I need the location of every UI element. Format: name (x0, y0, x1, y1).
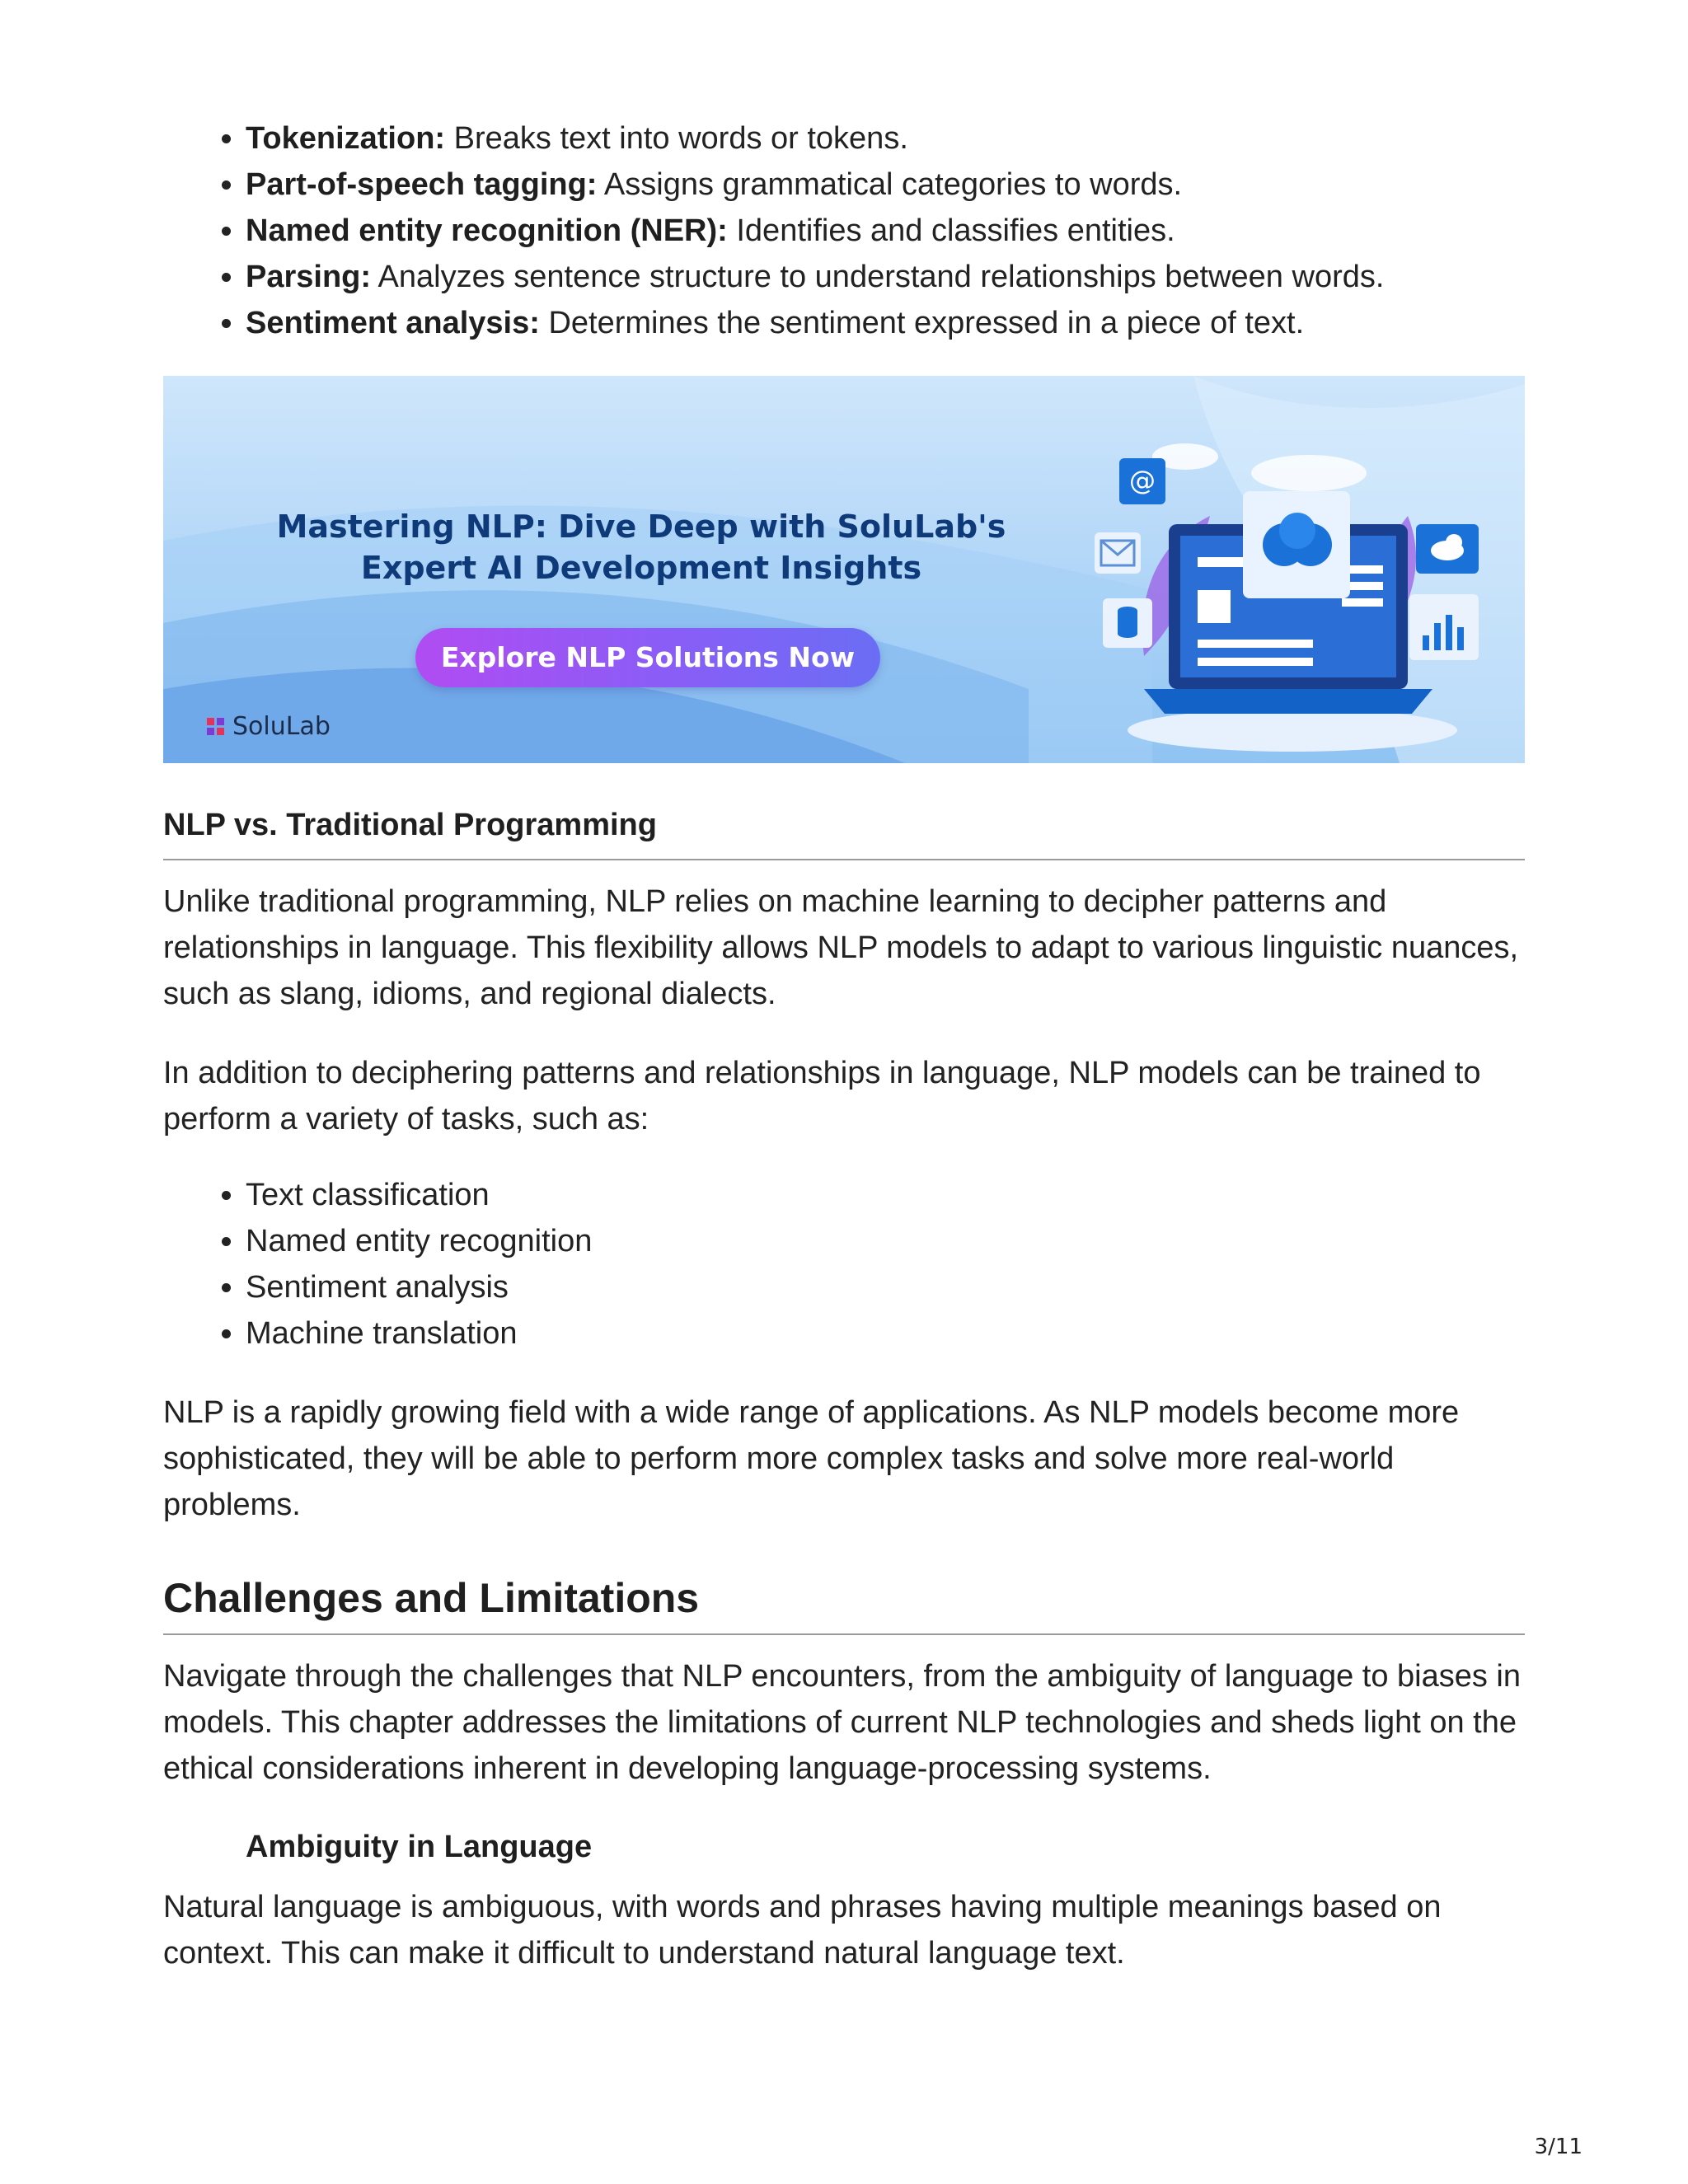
bullet-term: Sentiment analysis: (246, 306, 540, 340)
list-item (246, 300, 1525, 346)
list-item: • Machine translation (246, 1310, 1525, 1357)
list-item (246, 254, 1525, 300)
laptop-ai-illustration-icon (1086, 442, 1498, 755)
challenges-paragraph: Navigate through the challenges that NLP encounters, from the ambiguity of language to biases in models. This chapter addresses the limitations of current NLP technologies and sheds light on the ethical considerations inherent in developing language-processing systems. (163, 1659, 1522, 1786)
document-page (163, 115, 1525, 1976)
ambiguity-paragraph: Natural language is ambiguous, with words and phrases having multiple meanings based on context. This can make it difficult to understand natural language text. (163, 1890, 1442, 1971)
nlp-techniques-list (163, 115, 1525, 346)
solulab-logo (206, 712, 331, 741)
nlp-tasks-list (163, 1172, 1525, 1357)
solulab-logo-icon (206, 717, 226, 737)
list-item: • Named entity recognition (246, 1218, 1525, 1264)
bullet-text: Assigns grammatical categories to words. (597, 167, 1183, 202)
bullet-term: Parsing: (246, 260, 372, 294)
nlp-vs-paragraph-2: In addition to deciphering patterns and relationships in language, NLP models can be trained to perform a variety of tasks, such as: (163, 1056, 1481, 1137)
bullet-term: Part-of-speech tagging: (246, 167, 598, 202)
svg-text:@: @ (1129, 465, 1156, 496)
bullet-text: Determines the sentiment expressed in a piece of text. (539, 306, 1305, 340)
banner-title: Mastering NLP: Dive Deep with SoluLab's Expert AI Development Insights (276, 509, 1006, 586)
explore-nlp-button[interactable]: Explore NLP Solutions Now (415, 628, 880, 687)
promo-banner[interactable] (163, 376, 1525, 763)
list-item (246, 115, 1525, 162)
nlp-vs-traditional-heading: NLP vs. Traditional Programming (163, 806, 1525, 860)
bullet-term: Named entity recognition (NER): (246, 213, 728, 248)
list-item: • Sentiment analysis (246, 1264, 1525, 1310)
bullet-text: Identifies and classifies entities. (727, 213, 1175, 248)
list-item: • Text classification (246, 1172, 1525, 1218)
ambiguity-heading: Ambiguity in Language (246, 1830, 593, 1864)
bullet-text: Breaks text into words or tokens. (445, 121, 908, 156)
challenges-heading: Challenges and Limitations (163, 1572, 1525, 1635)
list-item (246, 162, 1525, 208)
nlp-vs-paragraph-1: Unlike traditional programming, NLP relies on machine learning to decipher patterns and relationships in language. This flexibility allows NLP models to adapt to various linguistic nuances, such as slang, idioms, and regional dialects. (163, 884, 1519, 1011)
solulab-logo-text: SoluLab (232, 712, 331, 741)
list-item (246, 208, 1525, 254)
bullet-term: Tokenization: (246, 121, 446, 156)
page-number: 3/11 (1534, 2135, 1582, 2159)
nlp-vs-paragraph-3: NLP is a rapidly growing field with a wide range of applications. As NLP models become more sophisticated, they will be able to perform more complex tasks and solve more real-world problems. (163, 1395, 1460, 1522)
bullet-text: Analyzes sentence structure to understand relationships between words. (371, 260, 1385, 294)
